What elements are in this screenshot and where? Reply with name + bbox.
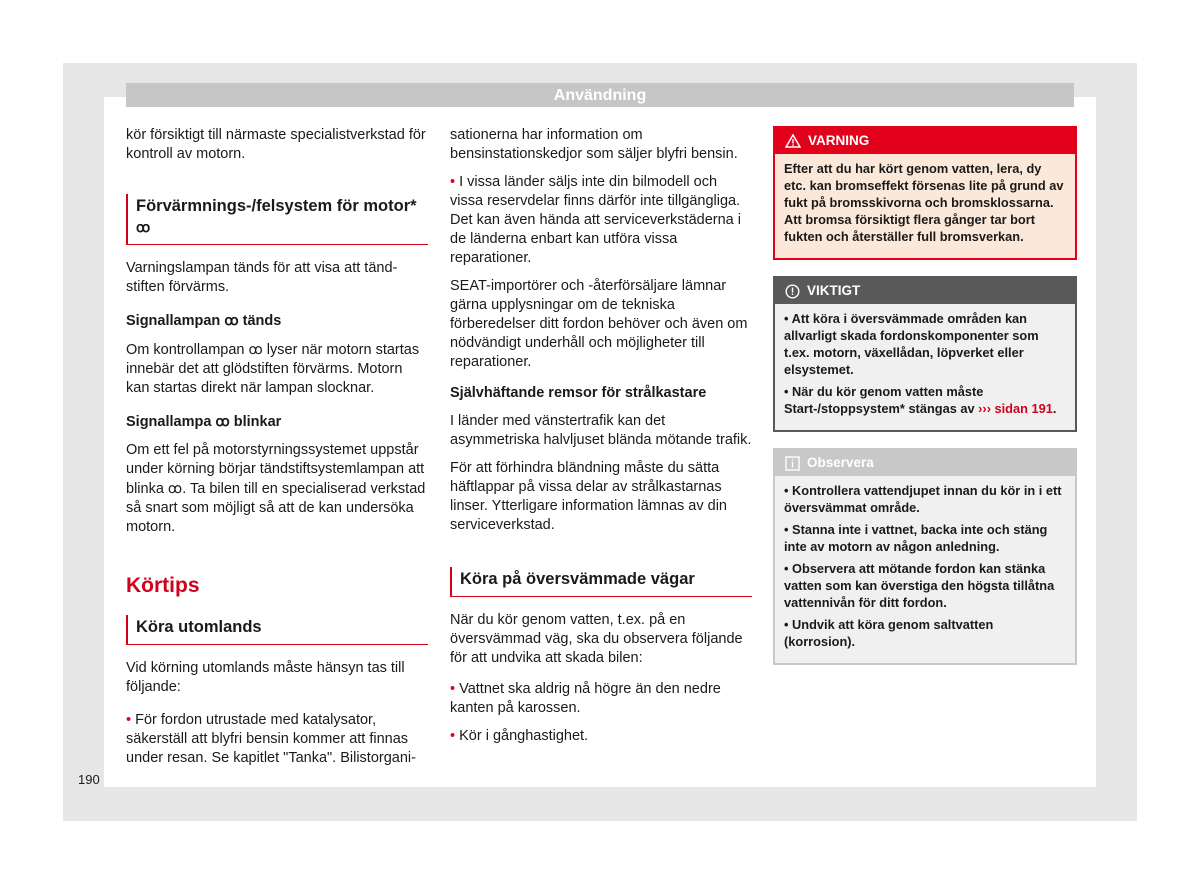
bullet-icon: • (450, 728, 456, 744)
list-item: • Att köra i översvämmade områden kan allvarligt skada fordonskomponenter som t.ex. motorn, växellådan, löpverket eller elsystemet. (784, 311, 1039, 377)
list-item: • I vissa länder säljs inte din bilmodell och vissa reservdelar finns därför inte tillgängliga. Det kan även hända att serviceverkstäderna i de länderna enbart kan utföra vissa reparationer. (450, 174, 741, 266)
list-item: • Kör i gånghastighet. (450, 728, 589, 744)
note-text (775, 476, 1075, 663)
note-header: Observera (775, 450, 1075, 476)
glow-plug-icon: ꝏ (136, 219, 151, 235)
glow-plug-icon: ꝏ (215, 413, 230, 429)
paragraph: kör försiktigt till närmaste specialistverkstad för kontroll av motorn. (126, 127, 426, 162)
column-left (126, 126, 428, 777)
list-item: • När du kör genom vatten måste Start-/stoppsystem* stängas av ››› sidan 191. (784, 384, 1057, 416)
bullet-icon: • (784, 522, 789, 537)
paragraph: Om kontrollampan ꝏ lyser när motorn startas innebär det att glödstiften förvärms. Motorn kan startas direkt när lampan slocknar. (126, 341, 420, 396)
list-item: • Observera att mötande fordon kan stänka vatten som kan överstiga den högsta tillåtna vattennivån för ditt fordon. (784, 561, 1055, 610)
important-header: VIKTIGT (775, 278, 1075, 304)
subheading-headlight-strips: Självhäftande remsor för strålkastare (450, 385, 707, 401)
section-heading-flooded: Köra på översvämmade vägar (450, 567, 752, 597)
paragraph: Varningslampan tänds för att visa att tänd-stiften förvärms. (126, 260, 398, 295)
bullet-icon: • (126, 712, 132, 728)
paragraph: Om ett fel på motorstyrningssystemet uppstår under körning börjar tändstiftsystemlampan att blinka ꝏ. Ta bilen till en specialiserad verkstad så snart som möjligt så att de kan undersöka motorn. (126, 442, 426, 535)
list-item: • Stanna inte i vattnet, backa inte och stäng inte av motorn av någon anledning. (784, 522, 1048, 554)
paragraph: När du kör genom vatten, t.ex. på en översvämmad väg, ska du observera följande för att undvika att skada bilen: (450, 612, 743, 666)
subheading-lamp-blink: Signallampa ꝏ blinkar (126, 413, 282, 430)
list-item: • Vattnet ska aldrig nå högre än den nedre kanten på karossen. (450, 681, 721, 716)
glow-plug-icon: ꝏ (224, 312, 239, 328)
bullet-icon: • (450, 174, 456, 190)
bullet-icon: • (784, 561, 789, 576)
bullet-icon: • (784, 311, 789, 326)
info-icon (785, 456, 800, 471)
paragraph: sationerna har information om bensinstationskedjor som säljer blyfri bensin. (450, 127, 738, 162)
important-box (773, 276, 1077, 432)
warning-text: Efter att du har kört genom vatten, lera, dy etc. kan bromseffekt försenas lite på grund av fukt på bromsskivorna och bromsklossarna. Att bromsa försiktigt flera gånger tar bort fukten och återställer full bromsverkan. (784, 161, 1064, 244)
page-number: 190 (78, 772, 100, 787)
section-header: Användning (126, 83, 1074, 107)
paragraph: Vid körning utomlands måste hänsyn tas till följande: (126, 660, 405, 695)
note-box (773, 448, 1077, 665)
list-item: • För fordon utrustade med katalysator, säkerställ att blyfri bensin kommer att finnas under resan. Se kapitlet "Tanka". Bilistorgani- (126, 712, 416, 766)
glow-plug-icon: ꝏ (248, 341, 263, 357)
glow-plug-icon: ꝏ (167, 480, 183, 496)
list-item: • Kontrollera vattendjupet innan du kör in i ett översvämmat område. (784, 483, 1062, 515)
exclamation-circle-icon (785, 284, 800, 299)
bullet-icon: • (784, 384, 789, 399)
warning-box (773, 126, 1077, 260)
warning-triangle-icon (785, 134, 801, 148)
paragraph: I länder med vänstertrafik kan det asymmetriska halvljuset blända mötande trafik. (450, 413, 752, 448)
warning-header: VARNING (775, 128, 1075, 154)
section-heading-abroad: Köra utomlands (126, 615, 428, 645)
bullet-icon: • (784, 483, 789, 498)
subheading-lamp-on: Signallampan ꝏ tänds (126, 312, 282, 329)
paragraph: För att förhindra bländning måste du sätta häftlappar på vissa delar av strålkastarnas linser. Ytterligare information lämnas av din serviceverkstad. (450, 460, 727, 533)
paragraph: SEAT-importörer och -återförsäljare lämnar gärna upplysningar om de tekniska förberedelser ditt fordon behöver och även om nödvändigt underhåll och möjligheter till reparationer. (450, 278, 748, 370)
section-heading-preheat: Förvärmnings-/felsystem för motor* ꝏ (126, 194, 428, 245)
important-text (775, 304, 1075, 430)
chapter-title: Körtips (126, 574, 200, 597)
bullet-icon: • (784, 617, 789, 632)
page-reference-link[interactable]: ››› sidan 191 (978, 401, 1053, 416)
column-middle (450, 126, 752, 755)
list-item: • Undvik att köra genom saltvatten (korrosion). (784, 617, 994, 649)
column-right (773, 126, 1075, 665)
bullet-icon: • (450, 681, 456, 697)
